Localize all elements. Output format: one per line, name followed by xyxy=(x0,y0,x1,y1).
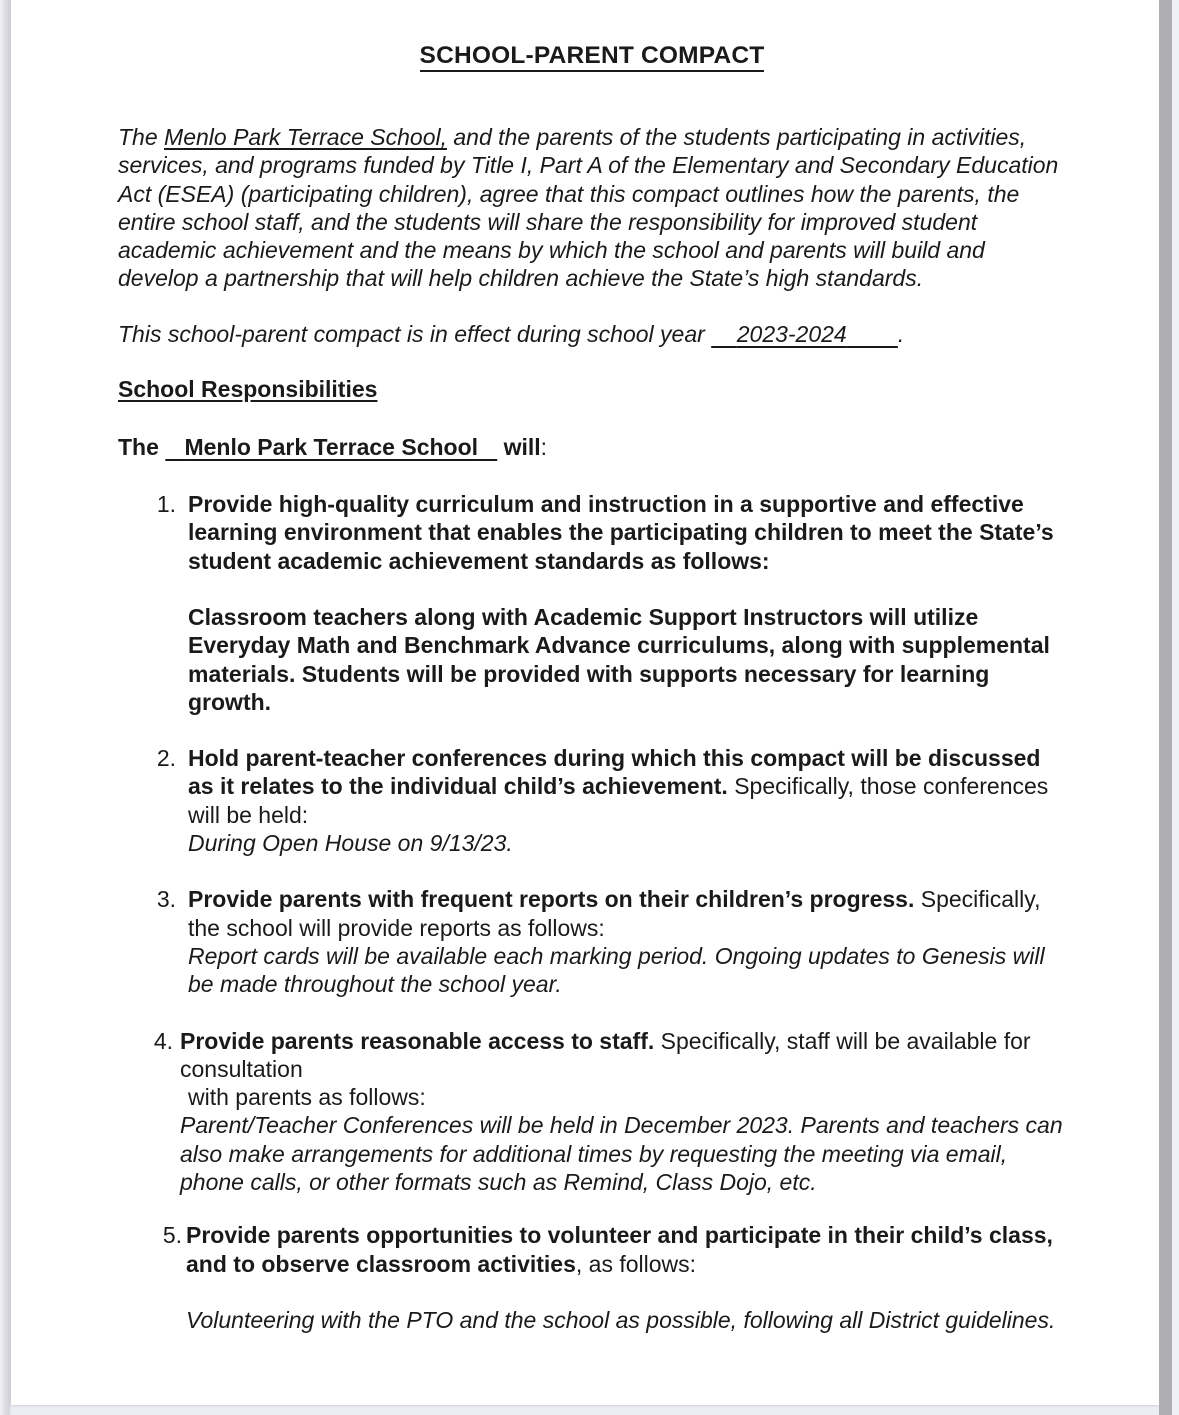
viewer-left-gutter xyxy=(0,0,11,1415)
section-heading-text: School Responsibilities xyxy=(118,376,378,403)
page-title xyxy=(118,0,1066,70)
effective-year-trailing: . xyxy=(897,320,905,347)
school-will-line xyxy=(118,434,1066,461)
list-item-body xyxy=(188,885,1066,942)
will-lead: The xyxy=(118,434,166,461)
list-item-body xyxy=(188,490,1066,575)
effective-year-lead: This school-parent compact is in effect during school year xyxy=(118,320,712,347)
list-item-fill-in: Volunteering with the PTO and the school as possible, following all District guidelines. xyxy=(186,1306,1056,1333)
will-tail: will xyxy=(497,434,541,461)
list-item xyxy=(118,1221,1066,1334)
list-item-bold-text: Provide high-quality curriculum and instruction in a supportive and effective learning environment that enables the participating children to meet the State’s student academic achievement standards as follows: xyxy=(188,491,1054,574)
page-content xyxy=(118,0,1066,1334)
list-item-fill-in: Report cards will be available each marking period. Ongoing updates to Genesis will be made throughout the school year. xyxy=(188,942,1045,998)
list-item-bold-text: Hold parent-teacher conferences during which this compact will be discussed as it relates to the individual child’s achievement. xyxy=(188,745,1041,800)
document-page xyxy=(11,0,1159,1405)
vertical-scrollbar-track[interactable] xyxy=(1159,0,1179,1415)
list-item xyxy=(118,1027,1066,1197)
list-item-regular-text: Specifically, those conferences will be held: xyxy=(188,773,1049,828)
list-item-body xyxy=(186,1221,1066,1278)
will-blank-suffix xyxy=(478,434,497,460)
list-item-number: 5. xyxy=(162,1222,182,1249)
will-blank-prefix xyxy=(165,434,184,460)
list-item-number: 4. xyxy=(153,1027,173,1054)
list-item-regular-text-continued: with parents as follows: xyxy=(188,1084,426,1111)
page-title-text: SCHOOL-PARENT COMPACT xyxy=(420,42,765,72)
list-item-number: 3. xyxy=(156,886,176,913)
vertical-scrollbar-thumb[interactable] xyxy=(1159,0,1172,1415)
list-item xyxy=(118,885,1066,998)
responsibilities-list xyxy=(118,490,1066,1334)
intro-school-name: Menlo Park Terrace School, xyxy=(164,124,447,150)
list-item-body xyxy=(188,744,1066,829)
effective-year-line xyxy=(118,320,1066,348)
will-school-name: Menlo Park Terrace School xyxy=(184,434,479,461)
list-item-body xyxy=(180,1027,1066,1084)
will-school-blank xyxy=(165,434,497,461)
list-item xyxy=(118,744,1066,857)
intro-paragraph xyxy=(118,123,1066,293)
intro-lead: The xyxy=(118,124,165,150)
list-item-regular-text: Specifically, staff will be available for consultation xyxy=(180,1027,1031,1082)
list-item-fill-in: During Open House on 9/13/23. xyxy=(188,830,513,857)
list-item-fill-in: Parent/Teacher Conferences will be held in December 2023. Parents and teachers can also make arrangements for additional times by requesting the meeting via email, phone calls, or other formats such as Remind, Class Dojo, etc. xyxy=(180,1112,1063,1196)
section-heading-school-responsibilities xyxy=(118,376,1066,403)
effective-year-blank-prefix xyxy=(711,321,737,347)
list-item-number: 1. xyxy=(156,491,176,518)
list-item-fill-in: Classroom teachers along with Academic Support Instructors will utilize Everyday Math and Benchmark Advance curriculums, along with supplemental materials. Students will be provided with supports necessary for learning growth. xyxy=(188,603,1050,715)
list-item xyxy=(118,490,1066,716)
effective-year-blank-suffix xyxy=(847,321,898,347)
list-item-bold-text: Provide parents opportunities to volunteer and participate in their child’s class, and to observe classroom activities xyxy=(186,1222,1053,1277)
intro-rest: and the parents of the students participating in activities, services, and programs funded by Title I, Part A of the Elementary and Secondary Education Act (ESEA) (participating children), agree that this compact outlines how the parents, the entire school staff, and the students will share the responsibility for improved student academic achievement and the means by which the school and parents will build and develop a partnership that will help children achieve the State’s high standards. xyxy=(118,124,1059,292)
list-item-number: 2. xyxy=(156,745,176,772)
will-colon: : xyxy=(540,434,548,461)
list-item-bold-text: Provide parents reasonable access to staff. xyxy=(180,1027,655,1054)
effective-year-blank xyxy=(711,320,898,348)
list-item-regular-text: Specifically, the school will provide reports as follows: xyxy=(188,886,1041,941)
effective-year-value: 2023-2024 xyxy=(736,320,847,347)
list-item-regular-text: , as follows: xyxy=(575,1250,697,1277)
list-item-bold-text: Provide parents with frequent reports on their children’s progress. xyxy=(188,886,915,913)
